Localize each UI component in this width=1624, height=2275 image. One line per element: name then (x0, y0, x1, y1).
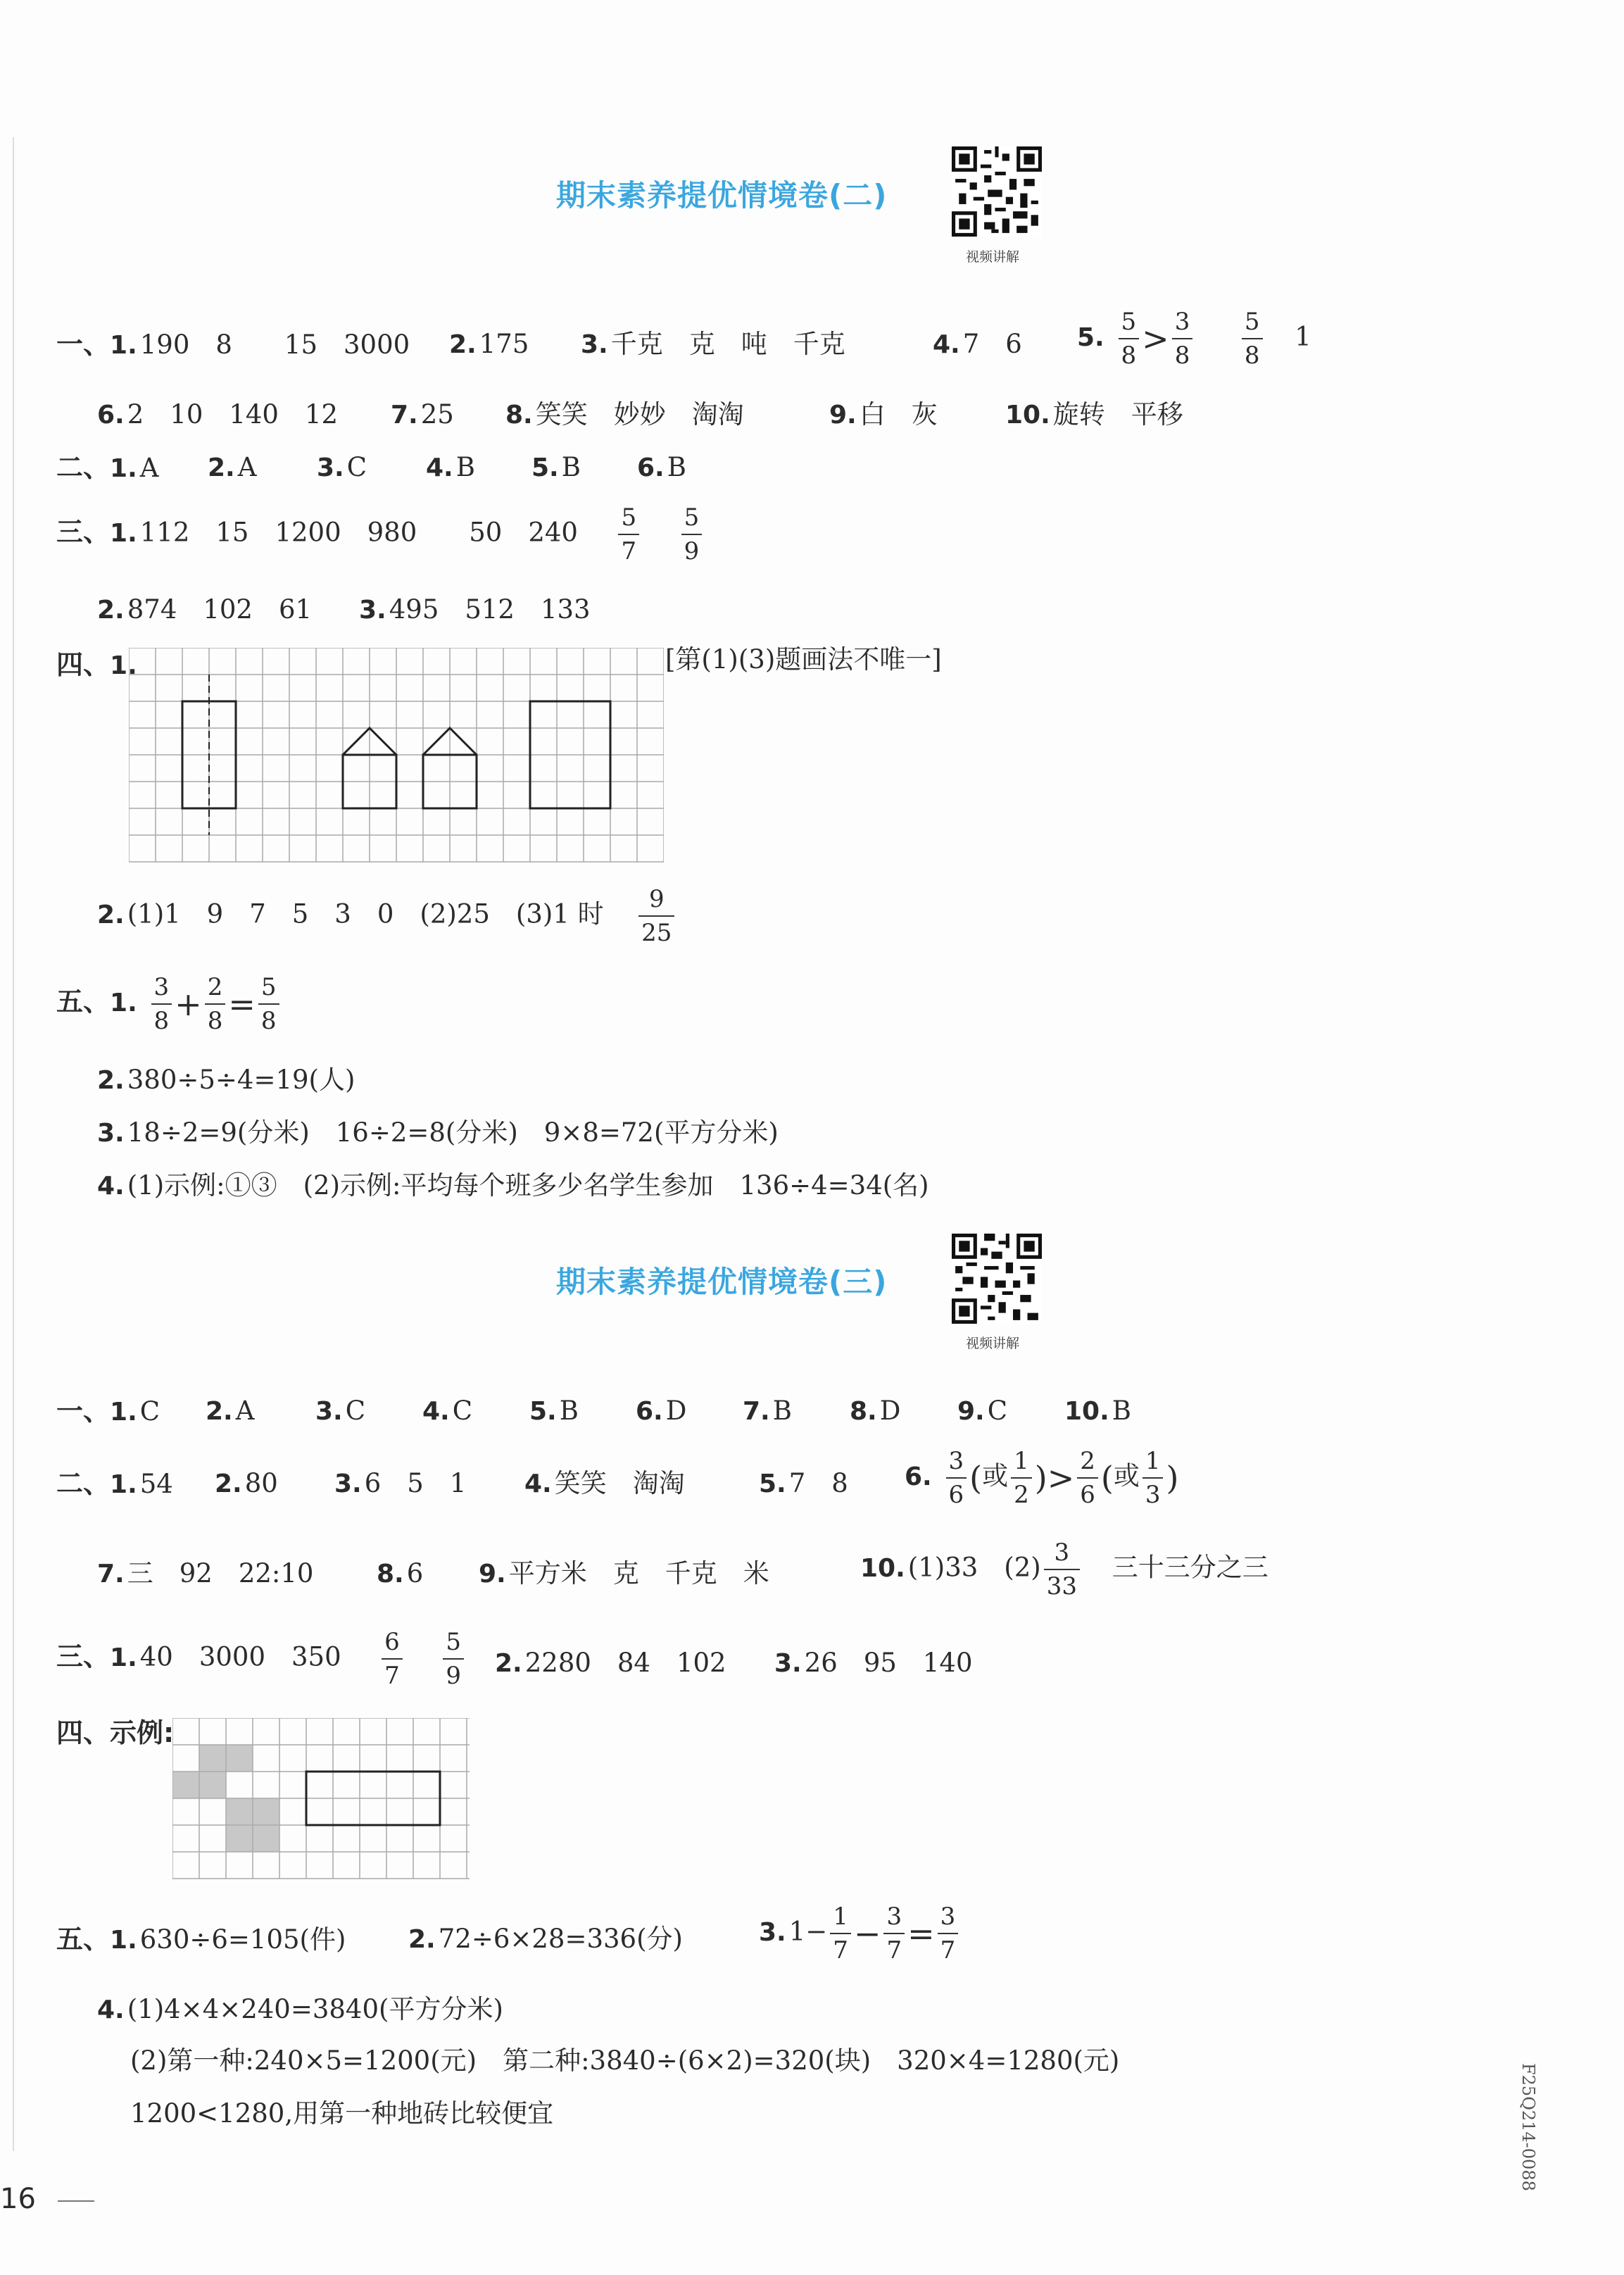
s2-p3-q1: 三、1. 112 15 1200 980 50 240 $\frac{5}{7}$ $\frac{5}{9}$ (56, 506, 705, 563)
s3-p3-q3: 3. 26 95 140 (774, 1648, 973, 1678)
fraction: $\frac{5}{9}$ (681, 506, 703, 563)
s3-p4-label: 四、示例: (56, 1717, 175, 1748)
question-number: 5. (1077, 322, 1104, 352)
section-title-2: 期末素养提优情境卷(二) (556, 178, 888, 213)
s3-p2-q8: 8. 6 (377, 1558, 424, 1588)
s3-p2-q6: 6. $\frac{3}{6}$ (或 $\frac{1}{2}$ )> $\frac{2}{6}$ (或 $\frac{1}{3}$ ) (905, 1447, 1179, 1509)
s3-p1-q7: 7. B (743, 1396, 792, 1426)
s2-p5-q3: 3. 18÷2=9(分米) 16÷2=8(分米) 9×8=72(平方分米) (97, 1117, 779, 1148)
s3-p1-q2: 2. A (206, 1396, 255, 1426)
fraction: $\frac{3}{8}$ (1172, 310, 1193, 368)
s3-p1-row: 一、1. C (56, 1396, 160, 1427)
qr-code-icon[interactable] (952, 1234, 1042, 1324)
s3-p3-q1: 三、1. 40 3000 350 $\frac{6}{7}$ $\frac{5}{9}$ (56, 1630, 467, 1688)
s2-p3-q2: 2. 874 102 61 (97, 594, 313, 625)
s3-p5-q1: 五、1. 630÷6=105(件) (56, 1924, 346, 1955)
fraction: $\frac{5}{7}$ (618, 506, 639, 563)
answer-text: 7 6 (962, 329, 1022, 359)
s2-p4-label: 四、1. (56, 649, 137, 680)
answer-text: 190 8 15 3000 (139, 330, 410, 360)
s2-p1-q4 (933, 331, 1022, 358)
s3-p1-q3: 3. C (315, 1396, 366, 1426)
s2-p1-q2 (449, 331, 529, 358)
answer-text: 175 (479, 329, 529, 359)
fraction: $\frac{3}{8}$ (151, 975, 172, 1033)
s3-p5-q4-line2: (2)第一种:240×5=1200(元) 第二种:3840÷(6×2)=320(块) 320×4=1280(元) (130, 2045, 1120, 2076)
s2-p5-q4: 4. (1)示例:①③ (2)示例:平均每个班多少名学生参加 136÷4=34(名) (97, 1170, 929, 1201)
s2-p1-q10: 10. 旋转 平移 (1005, 399, 1183, 430)
fraction: $\frac{9}{25}$ (638, 887, 674, 945)
qr-code-icon[interactable] (952, 146, 1042, 237)
s3-p2-q10: 10. (1)33 (2) $\frac{3}{33}$ 三十三分之三 (860, 1538, 1269, 1600)
s2-p5-q1: 五、1. $\frac{3}{8}$ + $\frac{2}{8}$ = $\frac{5}{8}$ (56, 975, 282, 1033)
qr-caption: 视频讲解 (966, 249, 1020, 265)
s3-p5-q3: 3. 1− $\frac{1}{7}$ − $\frac{3}{7}$ = $\frac{3}{7}$ (759, 1905, 961, 1962)
s2-p1-q7: 7. 25 (391, 399, 454, 430)
s2-grid-figure (129, 648, 664, 863)
part-label: 一、 (56, 329, 111, 360)
s2-p4-q2: 2. (1)1 9 7 5 3 0 (2)25 (3)1 时 $\frac{9}{25}$ (97, 887, 677, 945)
s3-p2-q1: 二、1. 54 (56, 1468, 173, 1499)
s3-p2-q4: 4. 笑笑 淘淘 (524, 1468, 685, 1498)
margin-line (13, 137, 14, 2151)
s3-p2-q2: 2. 80 (215, 1468, 278, 1498)
s2-p5-q2: 2. 380÷5÷4=19(人) (97, 1065, 355, 1095)
s3-p1-q8: 8. D (850, 1396, 901, 1426)
question-number: 3. (581, 330, 608, 359)
s2-p2-q6: 6. B (637, 452, 686, 482)
s2-p1-q5: 5. $\frac{5}{8}$ > $\frac{3}{8}$ $\frac{5}{8}$ 1 (1077, 308, 1311, 370)
fraction: $\frac{5}{8}$ (258, 975, 279, 1033)
s2-p2-row: 二、1. A (56, 452, 159, 483)
s3-p1-q4: 4. C (422, 1396, 473, 1426)
s3-grid-figure (172, 1718, 472, 1881)
s2-p1-q9: 9. 白 灰 (829, 399, 938, 430)
s3-p1-q9: 9. C (957, 1396, 1008, 1426)
s3-p5-q2: 2. 72÷6×28=336(分) (408, 1924, 683, 1954)
s2-p2-q4: 4. B (426, 452, 475, 482)
section-title-3: 期末素养提优情境卷(三) (556, 1265, 888, 1299)
s2-p2-q5: 5. B (531, 452, 581, 482)
s3-p1-q6: 6. D (636, 1396, 687, 1426)
print-code: F25Q214-0088 (1518, 2063, 1538, 2191)
page-number-rule (58, 2200, 94, 2202)
s3-p2-q9: 9. 平方米 克 千克 米 (479, 1558, 769, 1588)
s3-p2-q3: 3. 6 5 1 (334, 1468, 467, 1498)
s2-p1-q8: 8. 笑笑 妙妙 淘淘 (505, 399, 744, 430)
s2-p2-q2: 2. A (208, 452, 257, 482)
s3-p1-q5: 5. B (529, 1396, 579, 1426)
question-number: 1. (110, 331, 137, 360)
s3-p2-q5: 5. 7 8 (759, 1468, 848, 1498)
s2-p4-note: [第(1)(3)题画法不唯一] (665, 644, 942, 675)
s3-p5-q4-line1: 4. (1)4×4×240=3840(平方分米) (97, 1994, 503, 2024)
fraction: $\frac{2}{8}$ (205, 975, 226, 1033)
s3-p3-q2: 2. 2280 84 102 (495, 1648, 726, 1678)
qr-caption: 视频讲解 (966, 1336, 1020, 1351)
s2-p3-q3: 3. 495 512 133 (359, 594, 591, 625)
s2-p1-q3 (581, 331, 845, 358)
s3-p2-q7: 7. 三 92 22:10 (97, 1558, 314, 1588)
s2-p2-q3: 3. C (317, 452, 367, 482)
s2-p1-q6: 6. 2 10 140 12 (97, 399, 339, 430)
fraction: $\frac{5}{8}$ (1242, 310, 1263, 368)
fraction: $\frac{5}{8}$ (1119, 310, 1140, 368)
s3-p5-q4-line3: 1200<1280,用第一种地砖比较便宜 (130, 2098, 554, 2129)
question-number: 4. (933, 330, 960, 359)
s3-p1-q10: 10. B (1064, 1396, 1131, 1426)
question-number: 2. (449, 330, 477, 359)
s2-p1-line1 (56, 331, 410, 358)
answer-text: 千克 克 吨 千克 (610, 329, 845, 359)
page-number: 16 (0, 2183, 36, 2215)
